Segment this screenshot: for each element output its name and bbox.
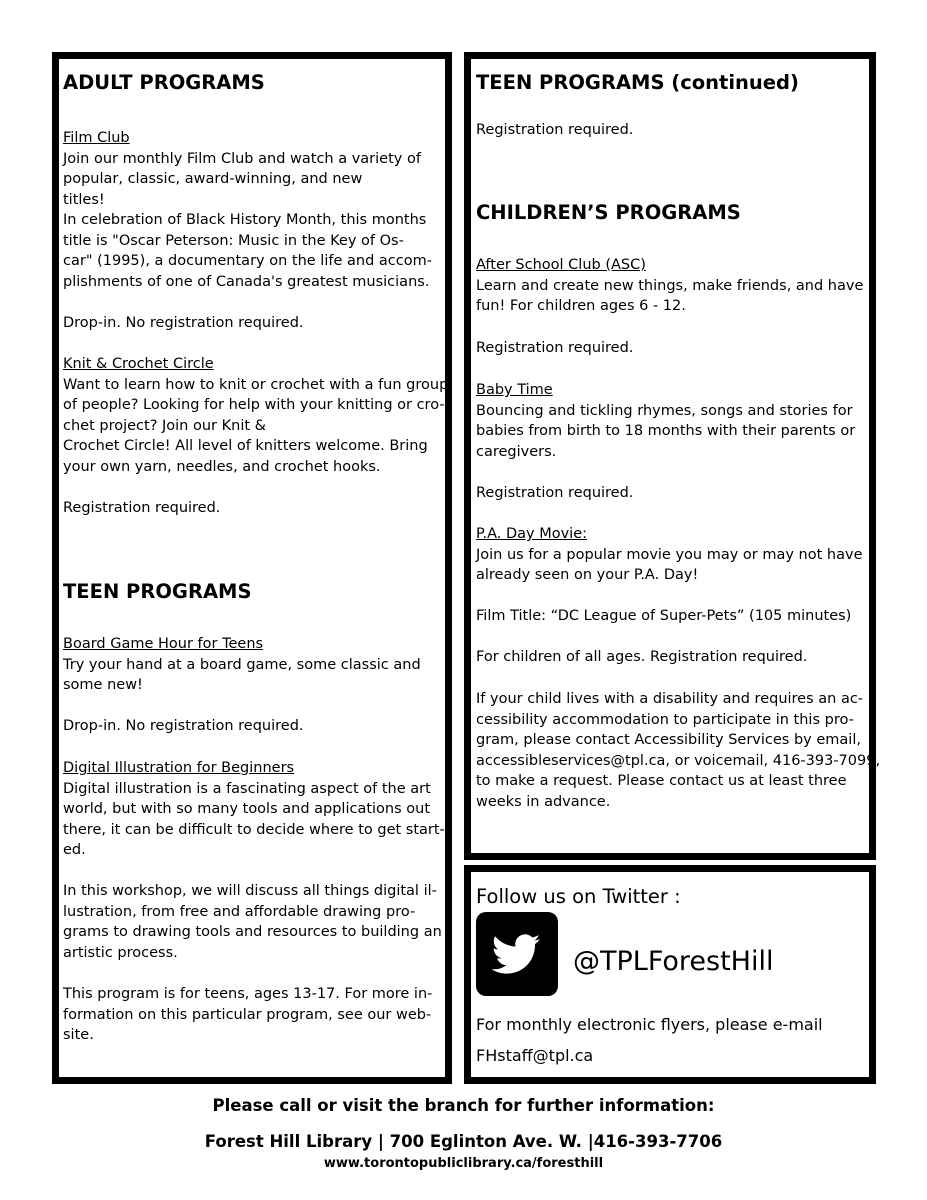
- teen-continued-note: Registration required.: [476, 122, 634, 138]
- accessibility-line: cessibility accommodation to participate in this pro-: [476, 711, 854, 728]
- after-school-club-note: Registration required.: [476, 340, 634, 356]
- digital-illustration-line: In this workshop, we will discuss all things digital il-: [63, 883, 437, 899]
- baby-time-line: Bouncing and tickling rhymes, songs and stories for: [476, 402, 853, 419]
- knit-crochet-line: Want to learn how to knit or crochet with a fun group: [63, 376, 449, 393]
- digital-illustration-line: artistic process.: [63, 944, 178, 961]
- knit-crochet-line: your own yarn, needles, and crochet hooks.: [63, 458, 381, 475]
- childrens-programs-heading: CHILDREN’S PROGRAMS: [476, 201, 741, 224]
- digital-illustration-title: Digital Illustration for Beginners: [63, 760, 295, 776]
- digital-illustration-line: world, but with so many tools and applications out: [63, 801, 431, 817]
- baby-time-line: babies from birth to 18 months with their parents or: [476, 423, 856, 439]
- board-game-line: Try your hand at a board game, some classic and: [63, 656, 421, 673]
- board-game-note: Drop-in. No registration required.: [63, 718, 304, 734]
- digital-illustration-line: site.: [63, 1027, 94, 1043]
- accessibility-line: accessibleservices@tpl.ca, or voicemail, 416-393-7099,: [476, 752, 881, 769]
- knit-crochet-line: Crochet Circle! All level of knitters welcome. Bring: [63, 438, 428, 454]
- footer-call-text: Please call or visit the branch for further information:: [212, 1096, 715, 1115]
- twitter-box: [464, 865, 876, 1084]
- after-school-club-line: fun! For children ages 6 - 12.: [476, 298, 686, 314]
- digital-illustration-line: formation on this particular program, see our web-: [63, 1006, 432, 1023]
- digital-illustration-line: grams to drawing tools and resources to building an: [63, 924, 442, 940]
- twitter-follow-label: Follow us on Twitter :: [476, 885, 681, 908]
- after-school-club-line: Learn and create new things, make friends, and have: [476, 277, 864, 294]
- footer-url[interactable]: www.torontopubliclibrary.ca/foresthill: [323, 1156, 604, 1171]
- pa-day-note: For children of all ages. Registration required.: [476, 649, 808, 665]
- knit-crochet-line: of people? Looking for help with your knitting or cro-: [63, 397, 445, 413]
- film-club-line: plishments of one of Canada's greatest musicians.: [63, 273, 430, 290]
- baby-time-note: Registration required.: [476, 485, 634, 501]
- flyer-email[interactable]: FHstaff@tpl.ca: [476, 1046, 594, 1065]
- after-school-club-title: After School Club (ASC): [476, 257, 646, 273]
- left-column-box: [52, 52, 452, 1084]
- knit-crochet-note: Registration required.: [63, 500, 221, 516]
- twitter-handle[interactable]: @TPLForestHill: [573, 946, 774, 977]
- digital-illustration-line: This program is for teens, ages 13-17. For more in-: [63, 986, 433, 1002]
- knit-crochet-line: chet project? Join our Knit &: [63, 417, 266, 434]
- board-game-title: Board Game Hour for Teens: [63, 636, 264, 652]
- pa-day-movie-line: already seen on your P.A. Day!: [476, 567, 699, 583]
- accessibility-line: to make a request. Please contact us at least three: [476, 773, 847, 789]
- pa-day-movie-line: Join us for a popular movie you may or may not have: [476, 546, 863, 563]
- digital-illustration-line: there, it can be difficult to decide where to get start-: [63, 821, 445, 838]
- right-column-box: [464, 52, 881, 860]
- film-club-line: title is "Oscar Peterson: Music in the Key of Os-: [63, 232, 404, 249]
- digital-illustration-line: ed.: [63, 842, 86, 858]
- film-club-title: Film Club: [63, 130, 130, 146]
- pa-day-movie-title: P.A. Day Movie:: [476, 526, 588, 542]
- teen-programs-continued-heading: TEEN PROGRAMS (continued): [476, 71, 799, 94]
- accessibility-line: gram, please contact Accessibility Services by email,: [476, 732, 861, 748]
- footer-address: Forest Hill Library | 700 Eglinton Ave. W. |416-393-7706: [204, 1132, 723, 1151]
- board-game-line: some new!: [63, 677, 143, 693]
- pa-day-film-title: Film Title: “DC League of Super-Pets” (105 minutes): [476, 608, 852, 624]
- twitter-bird-icon: [476, 912, 558, 996]
- flyer-line: For monthly electronic flyers, please e-mail: [476, 1015, 823, 1034]
- accessibility-line: weeks in advance.: [476, 793, 611, 810]
- digital-illustration-line: lustration, from free and affordable drawing pro-: [63, 903, 416, 920]
- baby-time-line: caregivers.: [476, 443, 557, 460]
- film-club-note: Drop-in. No registration required.: [63, 315, 304, 331]
- twitter-bird-icon[interactable]: [476, 912, 558, 996]
- baby-time-title: Baby Time: [476, 382, 553, 398]
- teen-programs-heading: TEEN PROGRAMS: [63, 580, 252, 603]
- film-club-line: Join our monthly Film Club and watch a variety of: [63, 150, 421, 167]
- film-club-line: car" (1995), a documentary on the life and accom-: [63, 253, 432, 269]
- adult-programs-heading: ADULT PROGRAMS: [63, 71, 265, 94]
- knit-crochet-title: Knit & Crochet Circle: [63, 356, 214, 372]
- digital-illustration-line: Digital illustration is a fascinating aspect of the art: [63, 780, 431, 797]
- accessibility-line: If your child lives with a disability and requires an ac-: [476, 691, 864, 707]
- film-club-line: In celebration of Black History Month, this months: [63, 212, 427, 228]
- film-club-line: titles!: [63, 191, 105, 208]
- film-club-line: popular, classic, award-winning, and new: [63, 171, 363, 187]
